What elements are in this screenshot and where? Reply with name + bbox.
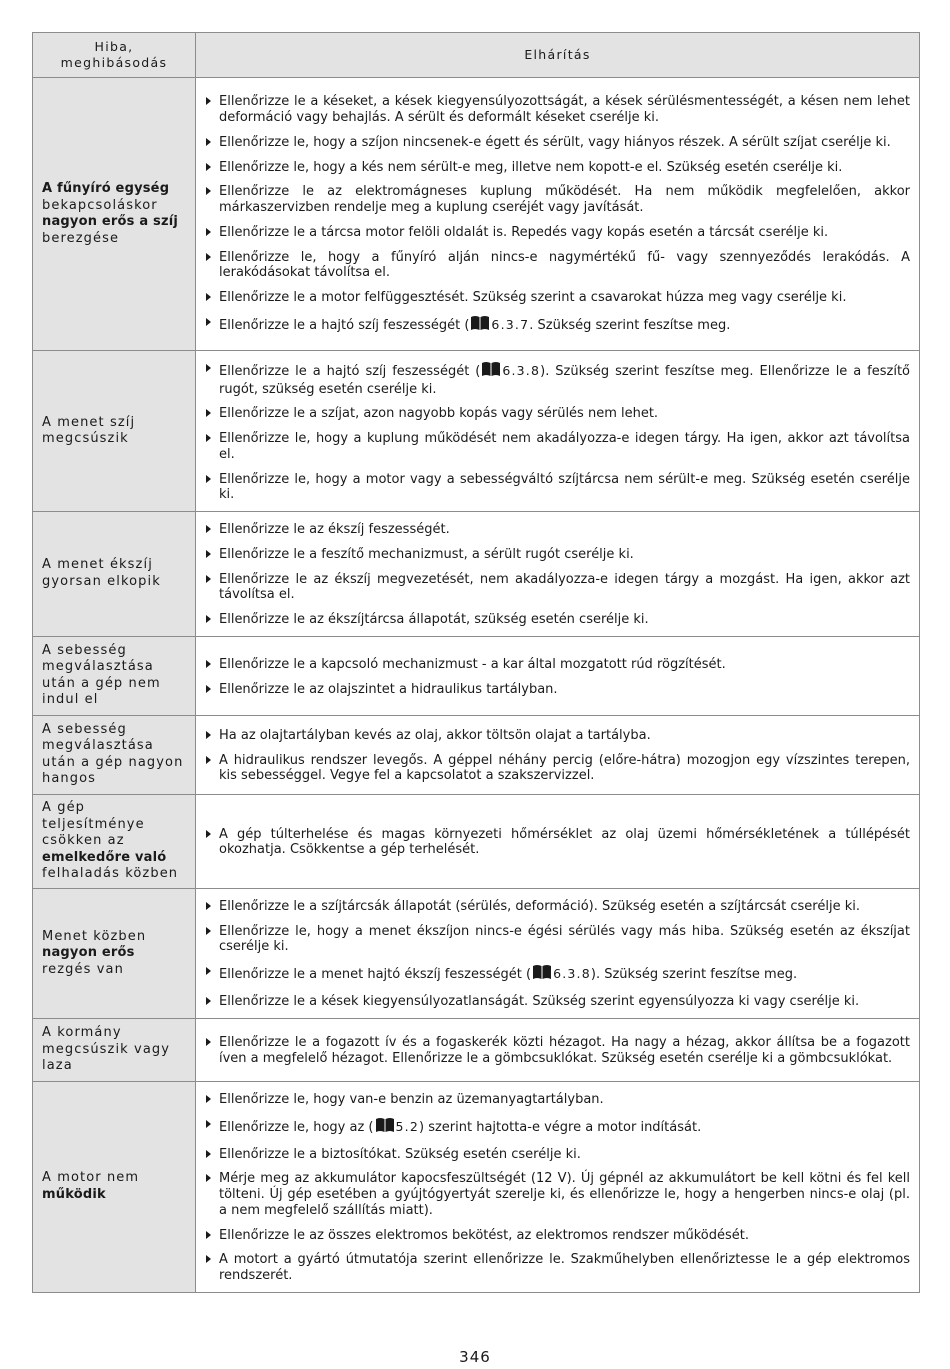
table-row: [33, 794, 920, 888]
remedy-item: [204, 184, 910, 215]
remedy-text: Ellenőrizze le a kések kiegyensúlyozatlanságát. Szükség szerint egyensúlyozza ki vagy cserélje ki.: [219, 994, 860, 1010]
section-reference: 5.2: [395, 1118, 419, 1134]
remedy-list: [204, 657, 910, 697]
remedy-item: [204, 1171, 910, 1218]
remedy-item: [204, 135, 910, 151]
remedy-text: Ellenőrizze le az olajszintet a hidraulikus tartályban.: [219, 681, 558, 697]
remedy-text: A motort a gyártó útmutatója szerint ellenőrizze le. Szakműhelyben ellenőriztesse le a gép elektromos rendszerét.: [219, 1252, 910, 1283]
remedy-item: [204, 94, 910, 125]
remedy-list: [204, 899, 910, 1010]
remedy-text: Ellenőrizze le az ékszíjtárcsa állapotát, szükség esetén cserélje ki.: [219, 612, 649, 628]
fault-text-bold: nagyon erős a szíj: [42, 214, 179, 229]
remedy-item: [204, 728, 910, 744]
remedy-list: [204, 94, 910, 336]
remedy-text: Ellenőrizze le a feszítő mechanizmust, a sérült rugót cserélje ki.: [219, 546, 634, 562]
remedy-text: Ellenőrizze le a fogazott ív és a fogaskerék közti hézagot. Ha nagy a hézag, akkor állítsa be a fogazott íven a megfelelő hézagot. Ellenőrizze le a gömbcsuklókat. Szükség esetén cserélje ki a gömbcsuklókat.: [219, 1035, 910, 1066]
remedy-item: [204, 612, 910, 628]
header-cause: [33, 33, 196, 78]
section-reference: 6.3.7: [491, 317, 530, 333]
table-row: [33, 1018, 920, 1081]
book-icon: [481, 361, 501, 382]
remedy-text: ). Szükség szerint feszítse meg. Ellenőrizze le a feszítő rugót, szükség esetén cserélje ki.: [219, 364, 910, 397]
remedy-text: Mérje meg az akkumulátor kapocsfeszültségét (12 V). Új gépnél az akkumulátort be kell kötni és fel kell tölteni. Új gép esetében a gyújtógyertyát szerelje ki, és ellenőrizze le, hogy a hengerben nincs-e olaj (pl. a nem megfelelő szállítás miatt).: [219, 1171, 910, 1218]
remedy-text: Ellenőrizze le a hajtó szíj feszességét (: [219, 364, 481, 379]
triangle-right-icon: [206, 1174, 211, 1182]
remedy-item: [204, 431, 910, 462]
remedy-item: [204, 572, 910, 603]
remedy-cell: [196, 794, 920, 888]
triangle-right-icon: [206, 434, 211, 442]
fault-text: A menet szíj megcsúszik: [42, 414, 136, 447]
fault-text: A menet ékszíj gyorsan elkopik: [42, 557, 161, 589]
fault-text: A gép teljesítménye csökken az: [42, 800, 145, 849]
fault-text: A sebesség megválasztása után a gép nagyon hangos: [42, 721, 184, 787]
triangle-right-icon: [206, 927, 211, 935]
remedy-item: [204, 1035, 910, 1066]
table-row: [33, 1081, 920, 1292]
triangle-right-icon: [206, 253, 211, 261]
triangle-right-icon: [206, 409, 211, 417]
troubleshooting-table: [32, 32, 920, 1293]
fault-cell: [33, 715, 196, 794]
remedy-item: [204, 250, 910, 281]
fault-text: Menet közben: [42, 928, 147, 944]
remedy-item: [204, 682, 910, 698]
remedy-text: Ellenőrizze le a motor felfüggesztését. Szükség szerint a csavarokat húzza meg vagy cserélje ki.: [219, 290, 847, 306]
fault-cell: [33, 888, 196, 1018]
remedy-item: [204, 753, 910, 784]
remedy-item: [204, 924, 910, 955]
section-reference: 6.3.8: [553, 966, 591, 982]
fault-text: A motor nem: [42, 1170, 140, 1186]
remedy-item: [204, 1092, 910, 1108]
triangle-right-icon: [206, 1095, 211, 1103]
triangle-right-icon: [206, 731, 211, 739]
remedy-text: Ellenőrizze le, hogy az (: [219, 1119, 374, 1135]
remedy-list: [204, 1092, 910, 1284]
remedy-text: . Szükség szerint feszítse meg.: [529, 318, 731, 334]
remedy-text: Ellenőrizze le, hogy a motor vagy a sebességváltó szíjtárcsa nem sérült-e meg. Szükség esetén cserélje ki.: [219, 471, 910, 503]
fault-text: bekapcsoláskor: [42, 197, 158, 213]
remedy-list: [204, 522, 910, 628]
table-row: [33, 78, 920, 351]
triangle-right-icon: [206, 967, 211, 975]
remedy-text: Ellenőrizze le a szíjtárcsák állapotát (sérülés, deformáció). Szükség esetén a szíjtárcsát cserélje ki.: [219, 898, 860, 914]
remedy-text: Ellenőrizze le a tárcsa motor felöli oldalát is. Repedés vagy kopás esetén a tárcsát cserélje ki.: [219, 224, 829, 240]
remedy-item: [204, 290, 910, 306]
remedy-cell: [196, 636, 920, 715]
remedy-item: [204, 1117, 910, 1138]
remedy-item: [204, 899, 910, 915]
remedy-text: ) szerint hajtotta-e végre a motor indítását.: [419, 1119, 702, 1135]
triangle-right-icon: [206, 1038, 211, 1046]
triangle-right-icon: [206, 685, 211, 693]
table-row: [33, 512, 920, 637]
fault-text: A sebesség megválasztása után a gép nem indul el: [42, 642, 161, 708]
remedy-list: [204, 827, 910, 858]
triangle-right-icon: [206, 97, 211, 105]
triangle-right-icon: [206, 830, 211, 838]
triangle-right-icon: [206, 550, 211, 558]
header-cause-text: Hiba, meghibásodás: [60, 39, 168, 70]
remedy-cell: [196, 512, 920, 637]
table-header-row: [33, 33, 920, 78]
remedy-item: [204, 472, 910, 503]
remedy-item: [204, 225, 910, 241]
triangle-right-icon: [206, 138, 211, 146]
fault-cell: [33, 794, 196, 888]
remedy-text: Ellenőrizze le a szíjat, azon nagyobb kopás vagy sérülés nem lehet.: [219, 406, 659, 422]
remedy-text: Ellenőrizze le, hogy a menet ékszíjon nincs-e égési sérülés vagy más hiba. Szükség esetén az ékszíjat cserélje ki.: [219, 923, 910, 955]
triangle-right-icon: [206, 475, 211, 483]
triangle-right-icon: [206, 756, 211, 764]
remedy-text: ). Szükség szerint feszítse meg.: [590, 967, 798, 983]
fault-text: rezgés van: [42, 961, 124, 977]
fault-text-bold: működik: [42, 1186, 106, 1202]
remedy-item: [204, 522, 910, 538]
triangle-right-icon: [206, 660, 211, 668]
remedy-item: [204, 1147, 910, 1163]
triangle-right-icon: [206, 228, 211, 236]
remedy-text: Ellenőrizze le a biztosítókat. Szükség esetén cserélje ki.: [219, 1146, 581, 1162]
remedy-cell: [196, 351, 920, 512]
fault-text-bold: A fűnyíró egység: [42, 181, 170, 196]
section-reference: 6.3.8: [502, 363, 541, 378]
book-icon: [532, 964, 552, 985]
fault-text-bold: emelkedőre való: [42, 849, 167, 865]
remedy-item: [204, 994, 910, 1010]
table-row: [33, 888, 920, 1018]
remedy-text: Ellenőrizze le az összes elektromos bekötést, az elektromos rendszer működését.: [219, 1227, 750, 1243]
remedy-item: [204, 1228, 910, 1244]
triangle-right-icon: [206, 1255, 211, 1263]
remedy-item: [204, 406, 910, 422]
remedy-list: [204, 728, 910, 784]
fault-cell: [33, 1018, 196, 1081]
remedy-cell: [196, 888, 920, 1018]
remedy-list: [204, 361, 910, 503]
remedy-item: [204, 1252, 910, 1283]
remedy-cell: [196, 1081, 920, 1292]
table-row: [33, 351, 920, 512]
remedy-cell: [196, 1018, 920, 1081]
table-row: [33, 636, 920, 715]
remedy-text: A hidraulikus rendszer levegős. A géppel néhány percig (előre-hátra) mozogjon egy vízszintes terepen, kis sebességgel. Vegye fel a kapcsolatot a szakszervizzel.: [219, 752, 910, 784]
book-icon: [375, 1117, 395, 1138]
fault-cell: [33, 1081, 196, 1292]
fault-cell: [33, 78, 196, 351]
triangle-right-icon: [206, 293, 211, 301]
remedy-text: Ellenőrizze le az elektromágneses kuplung működését. Ha nem működik megfelelően, akkor márkaszervizben rendelje meg a kuplung cseréjét vagy javítását.: [219, 184, 910, 216]
page-number: 346: [459, 1348, 491, 1366]
remedy-text: Ellenőrizze le, hogy a fűnyíró alján nincs-e nagymértékű fű- vagy szennyeződés lerakódás. A lerakódásokat távolítsa el.: [219, 249, 910, 281]
fault-cell: [33, 351, 196, 512]
fault-cell: [33, 636, 196, 715]
remedy-item: [204, 964, 910, 985]
fault-text-bold: nagyon erős: [42, 945, 135, 961]
remedy-text: Ellenőrizze le a menet hajtó ékszíj feszességét (: [219, 967, 532, 983]
triangle-right-icon: [206, 163, 211, 171]
triangle-right-icon: [206, 1150, 211, 1158]
remedy-text: Ellenőrizze le a kapcsoló mechanizmust - a kar által mozgatott rúd rögzítését.: [219, 656, 726, 672]
table-body: [33, 78, 920, 1293]
fault-cell: [33, 512, 196, 637]
triangle-right-icon: [206, 1231, 211, 1239]
remedy-item: [204, 315, 910, 336]
remedy-item: [204, 361, 910, 397]
remedy-text: Ellenőrizze le, hogy a szíjon nincsenek-e égett és sérült, vagy hiányos részek. A sérült szíjat cserélje ki.: [219, 134, 891, 150]
triangle-right-icon: [206, 997, 211, 1005]
remedy-text: Ellenőrizze le, hogy a kuplung működését nem akadályozza-e idegen tárgy. Ha igen, akkor azt távolítsa el.: [219, 431, 910, 462]
book-icon: [470, 315, 490, 336]
header-remedy: Elhárítás: [196, 33, 920, 78]
remedy-item: [204, 827, 910, 858]
remedy-text: Ellenőrizze le az ékszíj megvezetését, nem akadályozza-e idegen tárgy a mozgást. Ha igen, akkor azt távolítsa el.: [219, 571, 910, 603]
table-row: [33, 715, 920, 794]
remedy-text: Ellenőrizze le, hogy van-e benzin az üzemanyagtartályban.: [219, 1091, 604, 1107]
remedy-item: [204, 657, 910, 673]
remedy-item: [204, 547, 910, 563]
fault-text: A kormány megcsúszik vagy laza: [42, 1025, 171, 1074]
triangle-right-icon: [206, 318, 211, 326]
remedy-text: Ellenőrizze le a késeket, a kések kiegyensúlyozottságát, a kések sérülésmentességét, a késen nem lehet deformáció vagy behajlás. A sérült és deformált késeket cserélje ki.: [219, 94, 910, 125]
remedy-text: Ellenőrizze le az ékszíj feszességét.: [219, 522, 450, 538]
remedy-text: A gép túlterhelése és magas környezeti hőmérséklet az olaj üzemi hőmérsékletének a túllépését okozhatja. Csökkentse a gép terhelését.: [219, 826, 910, 858]
triangle-right-icon: [206, 615, 211, 623]
triangle-right-icon: [206, 364, 211, 372]
fault-text: felhaladás közben: [42, 866, 179, 882]
remedy-text: Ha az olajtartályban kevés az olaj, akkor töltsön olajat a tartályba.: [219, 727, 651, 743]
remedy-cell: [196, 715, 920, 794]
remedy-item: [204, 160, 910, 176]
triangle-right-icon: [206, 525, 211, 533]
triangle-right-icon: [206, 902, 211, 910]
remedy-text: Ellenőrizze le, hogy a kés nem sérült-e meg, illetve nem kopott-e el. Szükség esetén cserélje ki.: [219, 159, 843, 175]
remedy-cell: [196, 78, 920, 351]
triangle-right-icon: [206, 187, 211, 195]
remedy-text: Ellenőrizze le a hajtó szíj feszességét (: [219, 318, 470, 334]
fault-text: berezgése: [42, 230, 120, 246]
triangle-right-icon: [206, 575, 211, 583]
triangle-right-icon: [206, 1120, 211, 1128]
remedy-list: [204, 1035, 910, 1066]
